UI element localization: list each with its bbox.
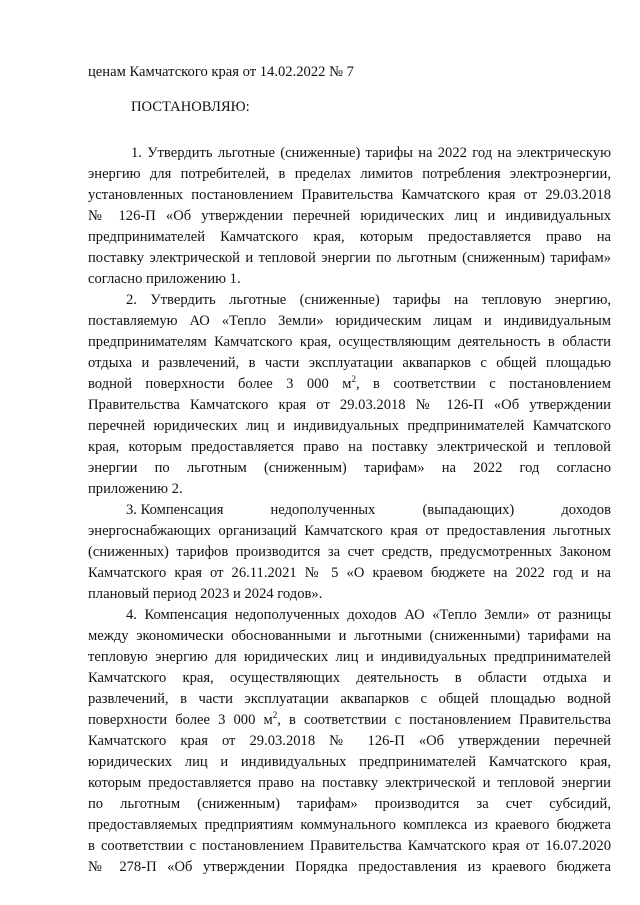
p4-line-11: предоставляемых предприятиям коммунального комплекса из краевого бюджета <box>88 817 611 833</box>
p2-line-1: 2. Утвердить льготные (сниженные) тарифы на тепловую энергию, <box>126 292 611 308</box>
p2-line-10: приложению 2. <box>88 481 183 497</box>
p3-word-4: доходов <box>561 502 611 518</box>
intro-line: ценам Камчатского края от 14.02.2022 № 7 <box>88 64 354 80</box>
p1-line-4: № 126-П «Об утверждении перечней юридических лиц и индивидуальных <box>88 208 611 224</box>
p1-line-5: предпринимателей Камчатского края, которым предоставляется право на <box>88 229 611 245</box>
p1-line-3: установленных постановлением Правительства Камчатского края от 29.03.2018 <box>88 187 611 203</box>
p3-line-2: энергоснабжающих организаций Камчатского края от предоставления льготных <box>88 523 611 539</box>
p4-line-13: № 278-П «Об утверждении Порядка предоставления из краевого бюджета <box>88 859 611 875</box>
p4-line-6-text: поверхности более 3 000 м <box>88 712 273 728</box>
p3-line-3: (сниженных) тарифов производится за счет средств, предусмотренных Законом <box>88 544 611 560</box>
decree-heading: ПОСТАНОВЛЯЮ: <box>131 99 250 115</box>
p4-line-8: юридических лиц и индивидуальных предпринимателей Камчатского края, <box>88 754 611 770</box>
p4-line-2: между экономически обоснованными и льготными (сниженными) тарифами на <box>88 628 611 644</box>
p4-line-6 <box>88 710 611 730</box>
p3-line-1 <box>126 500 611 520</box>
p4-line-3: тепловую энергию для юридических лиц и индивидуальных предпринимателей <box>88 649 611 665</box>
p3-line-4: Камчатского края от 26.11.2021 № 5 «О краевом бюджете на 2022 год и на <box>88 565 611 581</box>
p4-line-9: которым предоставляется право на поставку электрической и тепловой энергии <box>88 775 611 791</box>
p4-line-6-tail: , в соответствии с постановлением Правительства <box>277 712 611 728</box>
p1-line-6: поставку электрической и тепловой энергии по льготным (сниженным) тарифам» <box>88 250 611 266</box>
p2-line-5-tail: , в соответствии с постановлением <box>355 376 612 392</box>
p1-line-7: согласно приложению 1. <box>88 271 241 287</box>
p1-line-2: энергию для потребителей, в пределах лимитов потребления электроэнергии, <box>88 166 611 182</box>
p4-line-1: 4. Компенсация недополученных доходов АО «Тепло Земли» от разницы <box>126 607 611 623</box>
p3-line-5: плановый период 2023 и 2024 годов». <box>88 586 323 602</box>
p4-line-5: развлечений, в части эксплуатации аквапарков с общей площадью водной <box>88 691 611 707</box>
p2-line-3: предпринимателям Камчатского края, осуществляющим деятельность в области <box>88 334 611 350</box>
superscript-2: 2 <box>351 374 356 385</box>
p2-line-8: края, которым предоставляется право на поставку электрической и тепловой <box>88 439 611 455</box>
p2-line-7: перечней юридических лиц и индивидуальных предпринимателей Камчатского <box>88 418 611 434</box>
superscript-2: 2 <box>272 710 278 721</box>
p2-line-4: отдыха и развлечений, в части эксплуатации аквапарков с общей площадью <box>88 355 611 371</box>
p4-line-12: в соответствии с постановлением Правительства Камчатского края от 16.07.2020 <box>88 838 611 854</box>
p4-line-4: Камчатского края, осуществляющих деятельность в области отдыха и <box>88 670 611 686</box>
p2-line-2: поставляемую АО «Тепло Земли» юридическим лицам и индивидуальным <box>88 313 611 329</box>
p2-line-6: Правительства Камчатского края от 29.03.2018 № 126-П «Об утверждении <box>88 397 611 413</box>
p3-word-1: 3. Компенсация <box>126 502 224 518</box>
p4-line-7: Камчатского края от 29.03.2018 № 126-П «Об утверждении перечней <box>88 733 611 749</box>
p3-word-2: недополученных <box>270 502 376 518</box>
p3-word-3: (выпадающих) <box>422 502 515 518</box>
p2-line-5-text: водной поверхности более 3 000 м <box>88 376 352 392</box>
p1-line-1: 1. Утвердить льготные (сниженные) тарифы на 2022 год на электрическую <box>131 145 611 161</box>
p4-line-10: по льготным (сниженным) тарифам» производится за счет субсидий, <box>88 796 611 812</box>
p2-line-5 <box>88 374 611 394</box>
p2-line-9: энергии по льготным (сниженным) тарифам» на 2022 год согласно <box>88 460 611 476</box>
